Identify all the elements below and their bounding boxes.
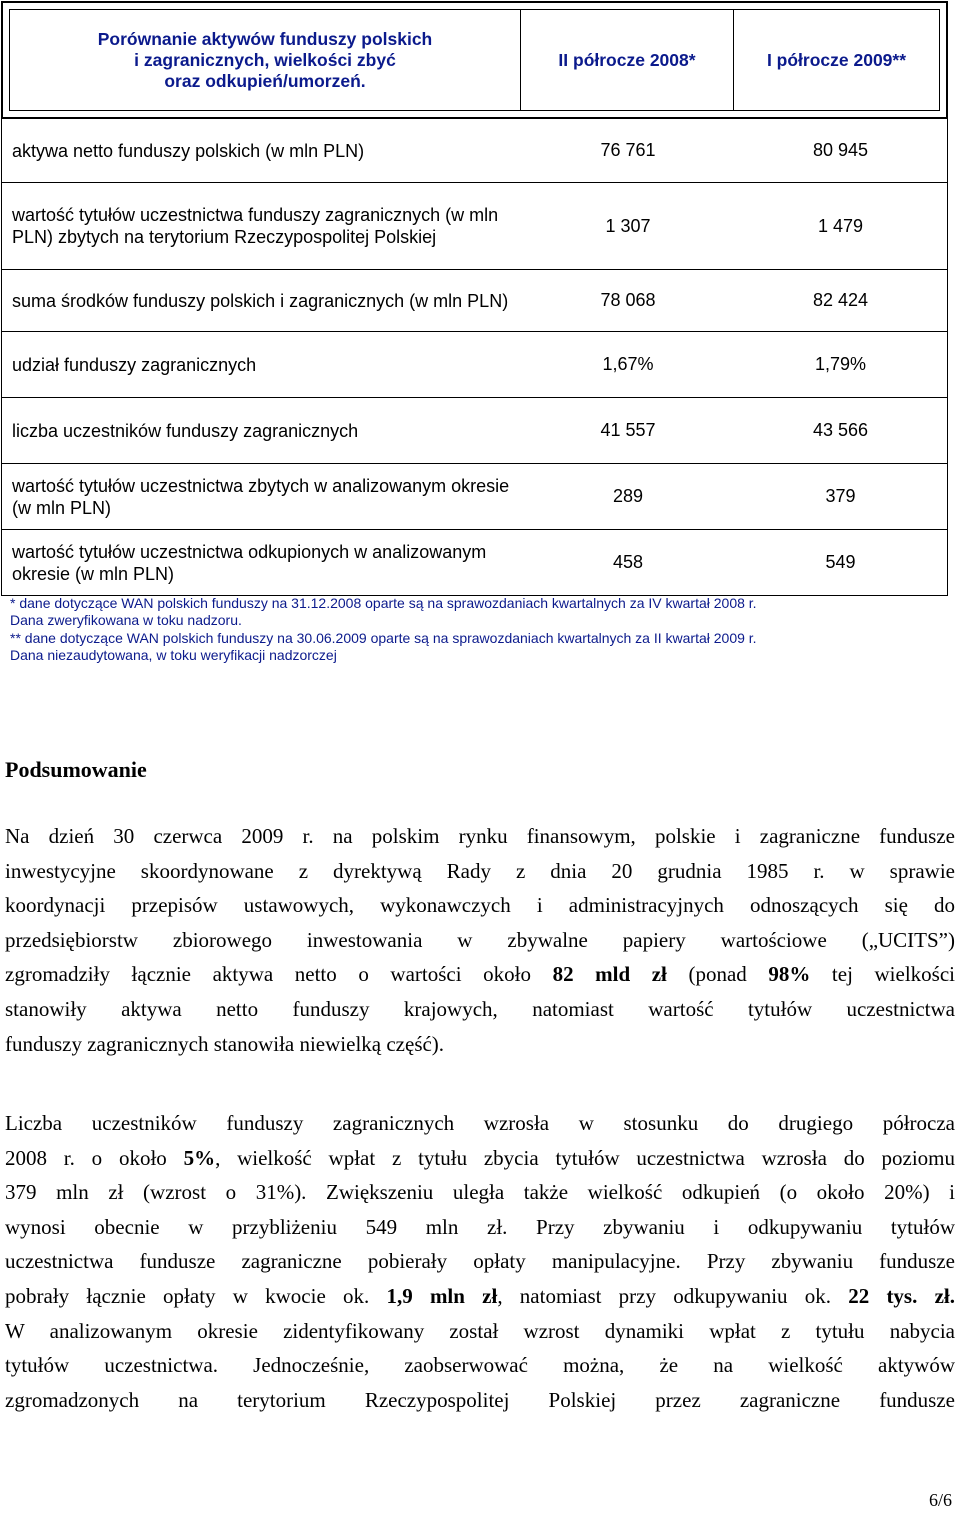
column-header-h1-2009: I półrocze 2009** <box>766 49 907 70</box>
row-value-2008: 1 307 <box>605 215 651 236</box>
table-row <box>2 119 947 183</box>
text-run: , natomiast przy odkupywaniu ok. <box>497 1283 849 1308</box>
column-header-h2-2008: II półrocze 2008* <box>521 10 734 110</box>
summary-paragraph-2 <box>5 1106 955 1417</box>
text-run: , wielkość wpłat z tytułu zbycia tytułów uczestnictwa wzrosła do poziomu <box>215 1145 955 1170</box>
paragraph-line <box>5 957 955 992</box>
row-value-2008: 41 557 <box>600 420 656 440</box>
paragraph-line: funduszy zagranicznych stanowiła niewielką część). <box>5 1031 445 1056</box>
paragraph-line: uczestnictwa fundusze zagraniczne pobierały opłaty manipulacyjne. Przy zbywaniu fundusze <box>5 1249 955 1274</box>
row-label: wartość tytułów uczestnictwa odkupionych w analizowanym okresie (w mln PLN) <box>12 541 487 584</box>
table-title-cell <box>10 10 521 110</box>
row-label: wartość tytułów uczestnictwa zbytych w analizowanym okresie (w mln PLN) <box>12 475 510 518</box>
row-value-2008: 76 761 <box>600 140 656 160</box>
paragraph-line: koordynacji przepisów ustawowych, wykonawczych i administracyjnych odnoszących się do <box>5 893 955 918</box>
table-row <box>2 183 947 270</box>
row-label: aktywa netto funduszy polskich (w mln PLN) <box>12 140 365 161</box>
paragraph-line: wynosi obecnie w przybliżeniu 549 mln zł. Przy zbywaniu i odkupywaniu tytułów <box>5 1214 955 1239</box>
text-run: 2008 r. o około <box>5 1145 184 1170</box>
row-value-2009: 1 479 <box>817 215 864 236</box>
paragraph-line: tytułów uczestnictwa. Jednocześnie, zaobserwować można, że na wielkość aktywów <box>5 1353 955 1378</box>
row-value-2009: 379 <box>825 486 856 506</box>
bold-value-share: 98% <box>768 962 811 987</box>
table-row <box>2 332 947 398</box>
row-value-2008: 458 <box>612 552 644 572</box>
table-header-row <box>9 9 940 111</box>
row-label: liczba uczestników funduszy zagranicznych <box>12 420 359 441</box>
paragraph-line: Na dzień 30 czerwca 2009 r. na polskim rynku finansowym, polskie i zagraniczne fundusze <box>5 824 955 848</box>
paragraph-line: Liczba uczestników funduszy zagranicznych wzrosła w stosunku do drugiego półrocza <box>5 1111 955 1135</box>
text-run: tej wielkości <box>810 962 955 987</box>
footnote-2009: ** dane dotyczące WAN polskich funduszy na 30.06.2009 oparte są na sprawozdaniach kwartalnych za II kwartał 2009 r. <box>10 629 757 646</box>
table-header-box <box>1 1 948 119</box>
row-value-2009: 82 424 <box>812 290 869 310</box>
paragraph-line: przedsiębiorstw zbiorowego inwestowania w zbywalne papiery wartościowe („UCITS”) <box>5 927 955 952</box>
bold-value-fees-sale: 1,9 mln zł <box>386 1283 498 1308</box>
table-title: Porównanie aktywów funduszy polskich i zagranicznych, wielkości zbyć oraz odkupień/umorzeń. <box>97 28 433 91</box>
table-row <box>2 270 947 332</box>
text-run: (ponad <box>666 962 769 987</box>
paragraph-line: zgromadzonych na terytorium Rzeczypospolitej Polskiej przez zagraniczne fundusze <box>5 1387 955 1412</box>
footnotes <box>10 595 950 664</box>
data-table <box>1 119 948 596</box>
footnote-2009-status: Dana niezaudytowana, w toku weryfikacji nadzorczej <box>10 646 337 663</box>
row-value-2008: 78 068 <box>600 290 656 310</box>
footnote-2008: * dane dotyczące WAN polskich funduszy na 31.12.2008 oparte są na sprawozdaniach kwartalnych za IV kwartał 2008 r. <box>10 595 757 611</box>
paragraph-line: inwestycyjne skoordynowane z dyrektywą Rady z dnia 20 grudnia 1985 r. w sprawie <box>5 858 955 883</box>
footnote-2008-status: Dana zweryfikowana w toku nadzoru. <box>10 612 242 629</box>
row-value-2008: 1,67% <box>602 354 654 374</box>
row-value-2009: 43 566 <box>812 420 869 440</box>
row-label: udział funduszy zagranicznych <box>12 354 257 375</box>
row-value-2009: 549 <box>825 552 856 572</box>
text-run: pobrały łącznie opłaty w kwocie ok. <box>5 1283 387 1308</box>
text-run: zgromadziły łącznie aktywa netto o wartości około <box>5 962 553 987</box>
row-value-2009: 1,79% <box>814 354 867 374</box>
row-label: suma środków funduszy polskich i zagranicznych (w mln PLN) <box>12 290 509 311</box>
paragraph-line: stanowiły aktywa netto funduszy krajowych, natomiast wartość tytułów uczestnictwa <box>5 996 955 1021</box>
section-heading: Podsumowanie <box>5 757 147 782</box>
page-number: 6/6 <box>928 1490 952 1510</box>
bold-value-fees-redemption: 22 tys. zł. <box>848 1283 955 1308</box>
paragraph-line: 379 mln zł (wzrost o 31%). Zwiększeniu uległa także wielkość odkupień (o około 20%) i <box>5 1180 955 1205</box>
table-row <box>2 530 947 596</box>
row-value-2008: 289 <box>612 486 644 506</box>
table-row <box>2 464 947 530</box>
bold-value-assets: 82 mld zł <box>552 962 667 987</box>
paragraph-line <box>5 1279 955 1314</box>
summary-paragraph-1 <box>5 819 955 1061</box>
bold-value-growth: 5% <box>183 1145 216 1170</box>
paragraph-line <box>5 1141 955 1176</box>
row-value-2009: 80 945 <box>812 140 869 160</box>
row-label: wartość tytułów uczestnictwa funduszy zagranicznych (w mln PLN) zbytych na terytorium Rzeczypospolitej Polskiej <box>12 205 499 247</box>
table-row <box>2 398 947 464</box>
paragraph-line: W analizowanym okresie zidentyfikowany został wzrost dynamiki wpłat z tytułu nabycia <box>5 1318 955 1343</box>
